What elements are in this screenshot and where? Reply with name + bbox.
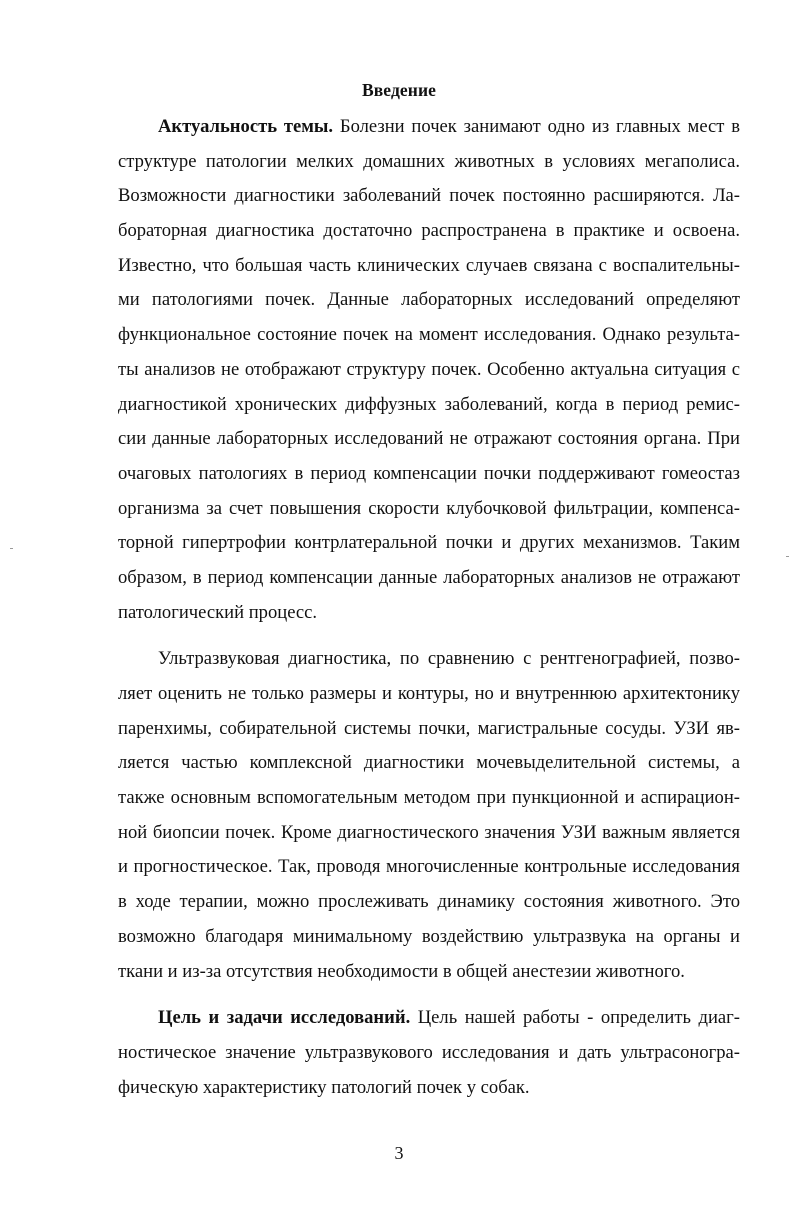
text-line: сии данные лабораторных исследований не отражают состояния органа. При [118, 428, 740, 450]
scan-speck [786, 556, 789, 557]
text-line: Цель и задачи исследований. Цель нашей работы - определить диаг- [158, 1007, 740, 1029]
text-line: ткани и из-за отсутствия необходимости в общей анестезии животного. [118, 960, 685, 982]
text-line: Известно, что большая часть клинических случаев связана с воспалительны- [118, 254, 740, 276]
text-line: и прогностическое. Так, проводя многочисленные контрольные исследования [118, 856, 740, 878]
text-line: ляется частью комплексной диагностики мочевыделительной системы, а [118, 752, 740, 774]
text-line: торной гипертрофии контрлатеральной почки и других механизмов. Таким [118, 532, 740, 554]
body-text [118, 110, 740, 1105]
text-line: бораторная диагностика достаточно распространена в практике и освоена. [118, 220, 740, 242]
text-line: в ходе терапии, можно прослеживать динамику состояния животного. Это [118, 891, 740, 913]
paragraph-goals [118, 1001, 740, 1105]
paragraph-ultrasound [118, 642, 740, 989]
text-line: организма за счет повышения скорости клубочковой фильтрации, компенса- [118, 497, 740, 519]
text-line: Возможности диагностики заболеваний почек постоянно расширяются. Ла- [118, 185, 740, 207]
text-line: ной биопсии почек. Кроме диагностического значения УЗИ важным является [118, 821, 740, 843]
scan-speck [10, 548, 13, 549]
section-heading: Введение [361, 80, 436, 100]
text-line: диагностикой хронических диффузных заболеваний, когда в период ремис- [118, 393, 740, 415]
text-line: возможно благодаря минимальному воздействию ультразвука на органы и [118, 925, 740, 947]
text-line: ностическое значение ультразвукового исследования и дать ультрасоногра- [118, 1041, 740, 1063]
text-line: структуре патологии мелких домашних животных в условиях мегаполиса. [118, 150, 740, 172]
goals-lead: Цель и задачи исследований. [158, 1007, 411, 1029]
text-line: образом, в период компенсации данные лабораторных анализов не отражают [118, 566, 740, 588]
text-line: функциональное состояние почек на момент исследования. Однако результа- [118, 324, 740, 346]
text-line: патологический процесс. [118, 601, 318, 623]
page-number: 3 [394, 1143, 404, 1163]
relevance-lead: Актуальность темы. [158, 116, 334, 137]
text-line: также основным вспомогательным методом при пункционной и аспирацион- [118, 787, 740, 809]
text-line: очаговых патологиях в период компенсации почки поддерживают гомеостаз [118, 462, 740, 484]
text-line: ты анализов не отображают структуру почек. Особенно актуальна ситуация с [118, 358, 740, 380]
text-line: Актуальность темы. Болезни почек занимают одно из главных мест в [158, 116, 741, 137]
paragraph-relevance [118, 110, 740, 630]
text-line: ляет оценить не только размеры и контуры, но и внутреннюю архитектонику [118, 683, 740, 704]
text-line: фическую характеристику патологий почек у собак. [118, 1076, 530, 1098]
text-line: паренхимы, собирательной системы почки, магистральные сосуды. УЗИ яв- [118, 717, 740, 739]
text-line: Ультразвуковая диагностика, по сравнению с рентгенографией, позво- [158, 648, 740, 670]
text-line: ми патологиями почек. Данные лабораторных исследований определяют [118, 289, 740, 311]
